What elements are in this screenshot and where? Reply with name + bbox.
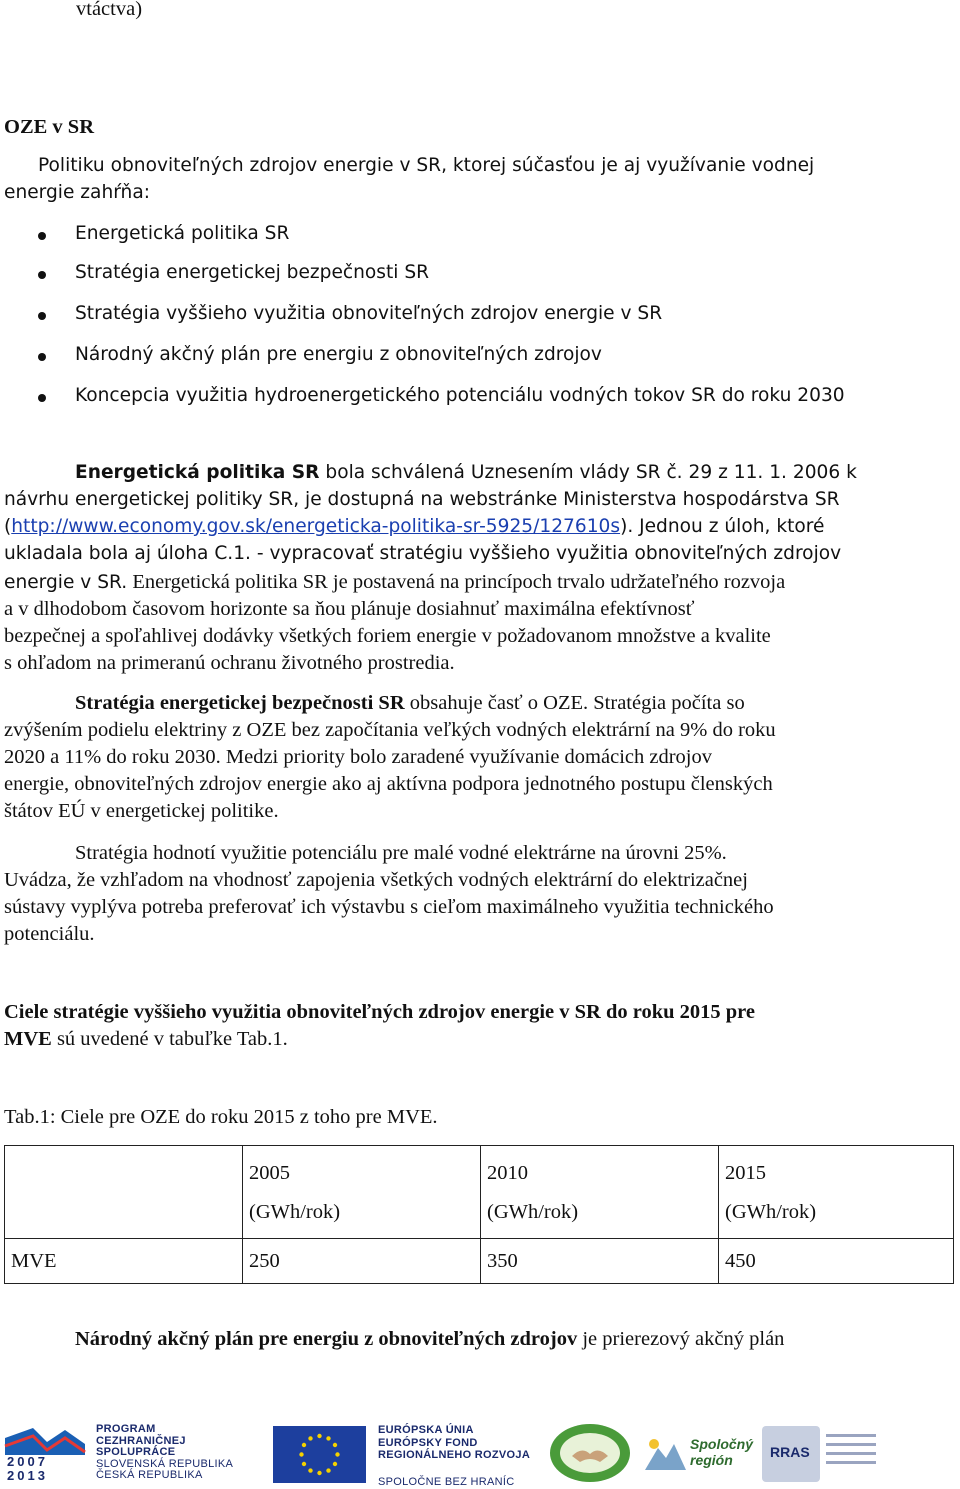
- header-unit: (GWh/rok): [249, 1201, 341, 1223]
- table-header-row: [5, 1146, 954, 1239]
- table-header-cell: [5, 1146, 243, 1239]
- list-item: Stratégia energetickej bezpečnosti SR: [75, 262, 430, 283]
- p2-line2: zvýšením podielu elektriny z OZE bez započítania veľkých vodných elektrární na 9% do roku: [4, 719, 776, 741]
- p1-line1-rest: bola schválená Uznesením vlády SR č. 29 z 11. 1. 2006 k: [319, 462, 857, 483]
- p1-line8: s ohľadom na primeranú ochranu životného prostredia.: [4, 652, 455, 674]
- list-item: Koncepcia využitia hydroenergetického potenciálu vodných tokov SR do roku 2030: [75, 385, 845, 406]
- program-year-1: 2007: [7, 1454, 48, 1469]
- spolocny-region-logo: [640, 1430, 754, 1480]
- paragraph-action-plan: [75, 1328, 784, 1351]
- rras-icon: [762, 1426, 820, 1482]
- program-year-2: 2013: [7, 1468, 48, 1483]
- table-header-cell: [243, 1146, 481, 1239]
- p1-line5-b: Energetická politika SR je postavená na princípoch trvalo udržateľného rozvoja: [127, 571, 786, 593]
- header-year: 2005: [249, 1162, 290, 1184]
- rras-label: RRAS: [770, 1444, 810, 1460]
- p3-line2: Uvádza, že vzhľadom na vhodnosť zapojenia všetkých vodných elektrární do elektrizačnej: [4, 869, 748, 891]
- eu-flag-icon: [273, 1426, 366, 1483]
- eu-motto: SPOLOČNE BEZ HRANÍC: [378, 1475, 515, 1488]
- list-item: Energetická politika SR: [75, 223, 290, 244]
- program-line: SLOVENSKÁ REPUBLIKA: [96, 1457, 234, 1470]
- table-cell: 350: [481, 1239, 719, 1284]
- program-line: PROGRAM: [96, 1423, 156, 1435]
- header-unit: (GWh/rok): [725, 1201, 817, 1223]
- section-heading: OZE v SR: [4, 116, 94, 138]
- p3-line4: potenciálu.: [4, 923, 95, 945]
- goals-line2-rest: sú uvedené v tabuľke Tab.1.: [51, 1028, 288, 1050]
- header-year: 2010: [487, 1162, 528, 1184]
- p1-line5-a: energie v SR.: [4, 572, 128, 593]
- program-text: [96, 1424, 233, 1482]
- p3-line3: sústavy vyplýva potreba preferovať ich výstavbu s cieľom maximálneho využitia technického: [4, 896, 774, 918]
- bullet-icon: [38, 271, 46, 279]
- eu-line: EURÓPSKA ÚNIA: [378, 1424, 474, 1436]
- program-line: CEZHRANIČNEJ: [96, 1434, 186, 1447]
- list-item: Stratégia vyššieho využitia obnoviteľných zdrojov energie v SR: [75, 303, 663, 324]
- table-row: [5, 1239, 954, 1284]
- bullet-icon: [38, 312, 46, 320]
- goals-mve: MVE: [4, 1028, 52, 1050]
- bullet-icon: [38, 394, 46, 402]
- bullet-icon: [38, 353, 46, 361]
- table-caption: Tab.1: Ciele pre OZE do roku 2015 z toho pre MVE.: [4, 1106, 438, 1128]
- table-cell-label: MVE: [5, 1239, 243, 1284]
- header-unit: (GWh/rok): [487, 1201, 579, 1223]
- region-logo-text: Spoločný región: [690, 1436, 754, 1468]
- eu-line: REGIONÁLNEHO ROZVOJA: [378, 1449, 531, 1461]
- p1-line3-rest: ). Jednou z úloh, ktoré: [620, 516, 825, 537]
- p1-line4: ukladala bola aj úloha C.1. - vypracovať stratégiu vyššieho využitia obnoviteľných zdrojov: [4, 543, 842, 564]
- energy-policy-title: Energetická politika SR: [75, 462, 320, 483]
- table-cell: 450: [719, 1239, 954, 1284]
- goals-table: [4, 1145, 954, 1284]
- p5-line1-rest: je prierezový akčný plán: [577, 1328, 785, 1350]
- table-header-cell: [481, 1146, 719, 1239]
- action-plan-title: Národný akčný plán pre energiu z obnoviteľných zdrojov: [75, 1328, 578, 1350]
- program-logo: [3, 1424, 87, 1484]
- table-header-cell: [719, 1146, 954, 1239]
- top-fragment: vtáctva): [76, 0, 143, 20]
- eu-text: [378, 1424, 530, 1488]
- list-item: Národný akčný plán pre energiu z obnoviteľných zdrojov: [75, 344, 602, 365]
- bullet-icon: [38, 232, 46, 240]
- goals-heading: Ciele stratégie vyššieho využitia obnoviteľných zdrojov energie v SR do roku 2015 pre: [4, 1001, 755, 1023]
- handshake-badge-icon: [548, 1422, 632, 1484]
- intro-line-2: energie zahŕňa:: [4, 182, 150, 203]
- p2-line3: 2020 a 11% do roku 2030. Medzi priority bolo zaradené využívanie domácich zdrojov: [4, 746, 712, 768]
- eu-line: EURÓPSKY FOND: [378, 1436, 478, 1449]
- program-line: SPOLUPRÁCE: [96, 1446, 176, 1458]
- intro-line-1: Politiku obnoviteľných zdrojov energie v SR, ktorej súčasťou je aj využívanie vodnej: [38, 155, 815, 176]
- header-year: 2015: [725, 1162, 766, 1184]
- p2-line1-rest: obsahuje časť o OZE. Stratégia počíta so: [404, 692, 745, 714]
- rras-text-block: [826, 1428, 876, 1480]
- p1-line6: a v dlhodobom časovom horizonte sa ňou plánuje dosiahnuť maximálna efektívnosť: [4, 598, 695, 620]
- table-cell: 250: [243, 1239, 481, 1284]
- p1-line2: návrhu energetickej politiky SR, je dostupná na webstránke Ministerstva hospodárstva SR: [4, 489, 840, 510]
- p1-paren-open: (: [4, 516, 12, 537]
- region-emblem-icon: [640, 1430, 690, 1480]
- program-line: ČESKÁ REPUBLIKA: [96, 1469, 203, 1481]
- security-strategy-title: Stratégia energetickej bezpečnosti SR: [75, 692, 405, 714]
- p2-line4: energie, obnoviteľných zdrojov energie ako aj aktívna podpora jednotného postupu členských: [4, 773, 773, 795]
- ministry-link[interactable]: http://www.economy.gov.sk/energeticka-politika-sr-5925/127610s: [11, 516, 621, 537]
- p1-line7: bezpečnej a spoľahlivej dodávky všetkých foriem energie v požadovanom množstve a kvalite: [4, 625, 771, 647]
- p2-line5: štátov EÚ v energetickej politike.: [4, 800, 279, 822]
- p3-line1: Stratégia hodnotí využitie potenciálu pre malé vodné elektrárne na úrovni 25%.: [75, 842, 727, 864]
